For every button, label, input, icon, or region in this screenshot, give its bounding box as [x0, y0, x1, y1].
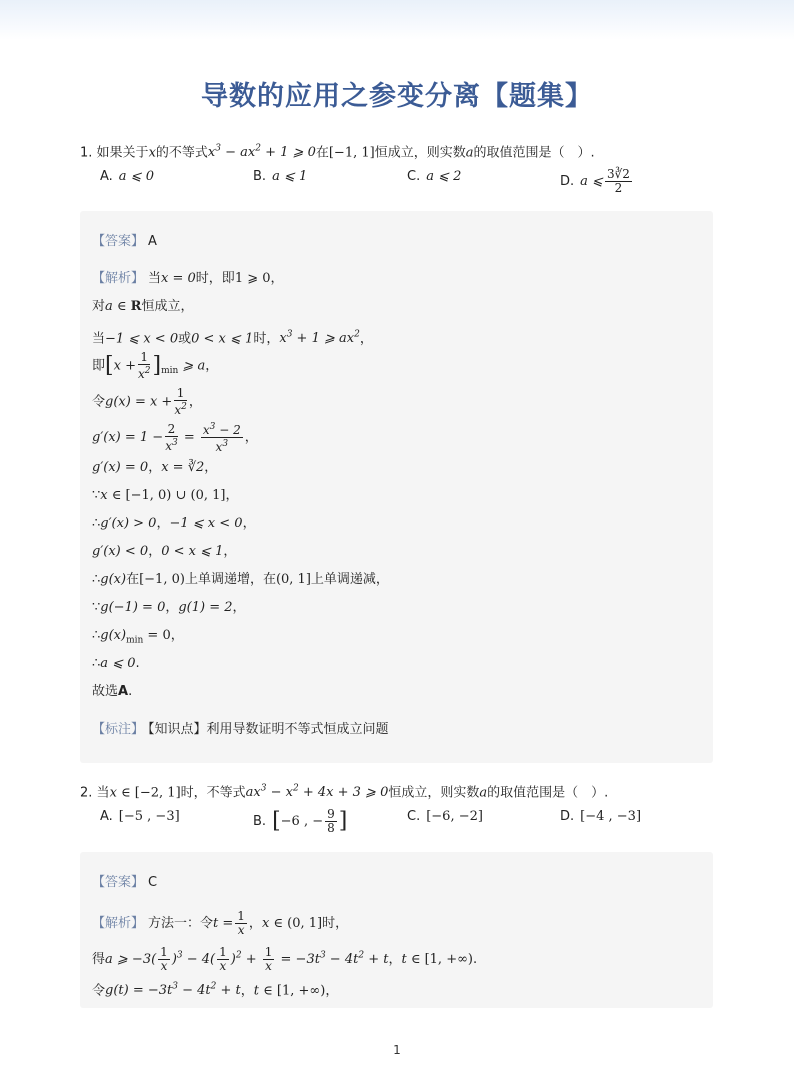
question-2-stem: 2. 当x ∈ [−2, 1]时，不等式$ax^3 - x^2 + 4x + 3$ ⩾ 0恒成立，则实数a的取值范围是（ ）. [80, 784, 609, 801]
option-b[interactable]: B. [−6 , − $\frac{9}{8}$ ] [253, 807, 348, 836]
option-a[interactable]: A. a ⩽ 0 [100, 169, 154, 185]
analysis-line-1: 【解析】 方法一：令t = $\frac{1}{x}$ ，x ∈ (0, 1]时， [92, 909, 349, 937]
question-1 [80, 140, 720, 208]
analysis-line-6: g′(x) = 1 − $\frac{2}{x^3}$ = $\frac{x^3 - 2}{x^3}$ ， [92, 421, 258, 454]
header-band [0, 0, 794, 40]
question-2 [80, 780, 720, 848]
page-number: 1 [393, 1043, 401, 1057]
note-line: 【标注】 【知识点】利用导数证明不等式恒成立问题 [92, 722, 389, 737]
analysis-line-4: 即[x + $\frac{1}{x^2}$ ]$_{min}$ ⩾ a， [92, 350, 219, 381]
analysis-line-14: ∴a ⩽ 0. [92, 656, 140, 671]
question-1-options [80, 168, 720, 208]
analysis-line-1: 【解析】 当x = 0时，即1 ⩾ 0， [92, 271, 284, 286]
analysis-line-8: ∵x ∈ [−1, 0) ∪ (0, 1]， [92, 488, 239, 503]
analysis-line-3: 令$g(t) = -3t^3 - 4t^2 + t$，t ∈ [1, +∞)， [92, 982, 339, 999]
answer-line: 【答案】 A [92, 234, 157, 249]
analysis-line-7: g′(x) = 0，x = ∛2， [92, 460, 218, 475]
page-title: 导数的应用之参变分离【题集】 [201, 81, 593, 112]
analysis-line-10: g′(x) < 0，0 < x ⩽ 1， [92, 544, 237, 559]
analysis-line-2: 得a ⩾ −3( $\frac{1}{x}$ )$^3$ − 4( $\frac{1}{x}$ )$^2$ + $\frac{1}{x}$ = $-3t^3 - 4t^2 + t$，t ∈ [1, +∞). [92, 945, 478, 973]
option-c[interactable]: C. [−6, −2] [407, 809, 483, 825]
analysis-line-12: ∵g(−1) = 0，g(1) = 2， [92, 600, 246, 615]
option-b[interactable]: B. a ⩽ 1 [253, 169, 308, 185]
question-1-stem: 1. 如果关于x的不等式$x^3 - ax^2 + 1$ ⩾ 0在[−1, 1]恒成立，则实数a的取值范围是（ ）. [80, 144, 595, 161]
analysis-line-5: 令g(x) = x + $\frac{1}{x^2}$ ， [92, 386, 202, 417]
option-d[interactable]: D. a ⩽ $\frac{3∛2}{2}$ [560, 167, 630, 196]
analysis-line-9: ∴g′(x) > 0，−1 ⩽ x < 0， [92, 516, 256, 531]
solution-box-2 [80, 852, 713, 1008]
analysis-line-3: 当−1 ⩽ x < 0或0 < x ⩽ 1时，$x^3 + 1$ ⩾ $ax^2$， [92, 330, 373, 347]
analysis-line-13: $\therefore g(x)_{min} = 0$， [92, 628, 184, 646]
analysis-line-2: 对a ∈ R恒成立， [92, 299, 194, 314]
analysis-line-15: 故选A. [92, 684, 133, 699]
option-d[interactable]: D. [−4 , −3] [560, 809, 642, 825]
option-c[interactable]: C. a ⩽ 2 [407, 169, 462, 185]
question-2-options [80, 808, 720, 848]
option-a[interactable]: A. [−5 , −3] [100, 809, 180, 825]
answer-line: 【答案】 C [92, 875, 158, 890]
solution-box-1 [80, 211, 713, 763]
analysis-line-11: ∴g(x)在[−1, 0)上单调递增，在(0, 1]上单调递减， [92, 572, 389, 587]
